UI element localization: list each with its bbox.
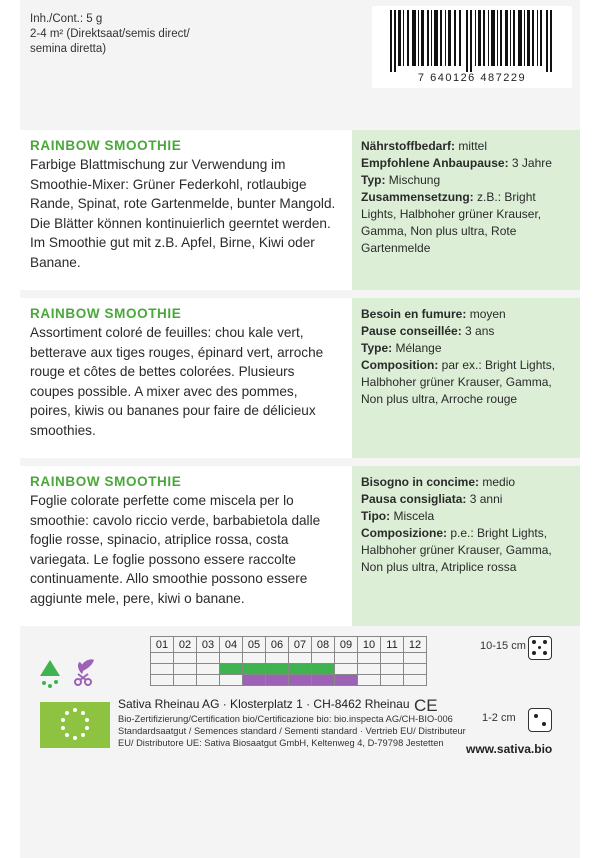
sowing-cell [266, 664, 289, 675]
section-description: Assortiment coloré de feuilles: chou kale vert, betterave aux tiges rouges, épinard vert, arroche rouge et côtes de bettes colorées. Plusieurs coupes possible. A mixer avec des pommes, poires, kiwis ou bananes pour faire de délicieux smoothies. [30, 325, 324, 438]
month-label: 07 [289, 637, 312, 653]
month-label: 05 [243, 637, 266, 653]
month-label: 12 [404, 637, 427, 653]
harvest-cell [335, 675, 358, 686]
sowing-area: 2-4 m² (Direktsaat/semis direct/ [30, 28, 190, 40]
fact-line: Composition: par ex.: Bright Lights, Halbhoher grüner Krauser, Gamma, Non plus ultra, Arroche rouge [361, 358, 556, 406]
certification: Bio-Zertifizierung/Certification bio/Certificazione bio: bio.inspecta AG/CH-BIO-006 [118, 714, 453, 724]
month-label: 09 [335, 637, 358, 653]
harvest-cell [197, 675, 220, 686]
section-italian [20, 466, 580, 626]
description-panel-italian [20, 466, 352, 626]
calendar-cell [381, 653, 404, 664]
month-label: 03 [197, 637, 220, 653]
month-label: 10 [358, 637, 381, 653]
calendar-cell [266, 653, 289, 664]
ce-mark: CE [414, 696, 438, 715]
website-link[interactable]: www.sativa.bio [466, 742, 553, 756]
section-title: RAINBOW SMOOTHIE [30, 138, 182, 153]
section-title: RAINBOW SMOOTHIE [30, 474, 182, 489]
section-title: RAINBOW SMOOTHIE [30, 306, 182, 321]
calendar-cell [289, 653, 312, 664]
fact-line: Pause conseillée: 3 ans [361, 324, 495, 338]
calendar-cell [404, 653, 427, 664]
sowing-area-2: semina diretta) [30, 43, 107, 55]
harvest-cell [404, 675, 427, 686]
fact-line: Composizione: p.e.: Bright Lights, Halbhoher grüner Krauser, Gamma, Non plus ultra, Atriplice rossa [361, 526, 552, 574]
calendar-cell [174, 653, 197, 664]
calendar-cell [312, 653, 335, 664]
barcode [372, 6, 572, 88]
harvest-cell [289, 675, 312, 686]
sowing-cell [151, 664, 174, 675]
description-panel-german [20, 130, 352, 290]
fact-line: Zusammensetzung: z.B.: Bright Lights, Halbhoher grüner Krauser, Gamma, Non plus ultra, Rote Gartenmelde [361, 190, 542, 255]
calendar-cell [335, 653, 358, 664]
sowing-cell [197, 664, 220, 675]
harvest-cell [220, 675, 243, 686]
section-german [20, 130, 580, 290]
month-label: 06 [266, 637, 289, 653]
fact-line: Type: Mélange [361, 341, 442, 355]
sowing-cell [243, 664, 266, 675]
facts-panel-german [352, 130, 580, 290]
calendar-cell [243, 653, 266, 664]
section-description: Farbige Blattmischung zur Verwendung im Smoothie-Mixer: Grüner Federkohl, rotlaubige Rande, Spinat, rote Gartenmelde, bunter Mangold. Die Blätter können kontinuierlich geerntet werden. Im Smoothie gut mit z.B. Apfel, Birne, Kiwi oder Banane. [30, 157, 336, 270]
fact-line: Nährstoffbedarf: mittel [361, 139, 488, 153]
facts-panel-italian [352, 466, 580, 626]
harvest-cell [312, 675, 335, 686]
distribution-info: Standardsaatgut / Semences standard / Sementi standard · Vertrieb EU/ Distributeur EU/ Distributore UE: Sativa Biosaatgut GmbH, Keltenweg 4, D-79798 Jestetten [118, 726, 466, 748]
sowing-cell [174, 664, 197, 675]
calendar-cell [197, 653, 220, 664]
barcode-digits: 7 640126 487229 [417, 72, 527, 84]
sowing-depth-label: 1-2 cm [482, 712, 516, 724]
fact-line: Typ: Mischung [361, 173, 441, 187]
calendar-icons [36, 650, 116, 695]
harvest-cell [174, 675, 197, 686]
sowing-cell [358, 664, 381, 675]
sowing-cell [404, 664, 427, 675]
sowing-cell [289, 664, 312, 675]
fact-line: Tipo: Miscela [361, 509, 435, 523]
barcode-bars [384, 10, 560, 72]
harvest-cell [381, 675, 404, 686]
sowing-cell [312, 664, 335, 675]
sowing-depth-icon [528, 708, 552, 732]
eu-organic-logo [40, 702, 110, 748]
fact-line: Pausa consigliata: 3 anni [361, 492, 503, 506]
description-panel-french [20, 298, 352, 458]
harvest-cell [358, 675, 381, 686]
harvest-cell [243, 675, 266, 686]
fact-line: Bisogno in concime: medio [361, 475, 516, 489]
month-label: 11 [381, 637, 404, 653]
month-label: 04 [220, 637, 243, 653]
calendar-cell [151, 653, 174, 664]
calendar-table [150, 636, 427, 686]
facts-panel-french [352, 298, 580, 458]
row-spacing-label: 10-15 cm [480, 640, 526, 652]
sowing-cell [381, 664, 404, 675]
calendar-cell [358, 653, 381, 664]
company-address: Sativa Rheinau AG · Klosterplatz 1 · CH-8462 Rheinau [118, 697, 410, 711]
fact-line: Besoin en fumure: moyen [361, 307, 506, 321]
calendar-cell [220, 653, 243, 664]
sowing-cell [335, 664, 358, 675]
month-label: 01 [151, 637, 174, 653]
month-label: 02 [174, 637, 197, 653]
harvest-cell [266, 675, 289, 686]
month-label: 08 [312, 637, 335, 653]
fact-line: Empfohlene Anbaupause: 3 Jahre [361, 156, 552, 170]
sowing-harvest-icon [36, 650, 116, 690]
sowing-calendar [150, 636, 427, 686]
row-spacing-icon [528, 636, 552, 660]
harvest-cell [151, 675, 174, 686]
content-weight: Inh./Cont.: 5 g [30, 13, 103, 25]
sowing-cell [220, 664, 243, 675]
section-description: Foglie colorate perfette come miscela per lo smoothie: cavolo riccio verde, barbabietola dalle foglie rosse, spinacio, atriplice rossa, costa variegata. Le foglie possono essere raccolte continuamente. Allo smoothie possono essere aggiunte mele, pere, kiwi o banane. [30, 493, 321, 606]
packet-info [30, 12, 190, 57]
section-french [20, 298, 580, 458]
